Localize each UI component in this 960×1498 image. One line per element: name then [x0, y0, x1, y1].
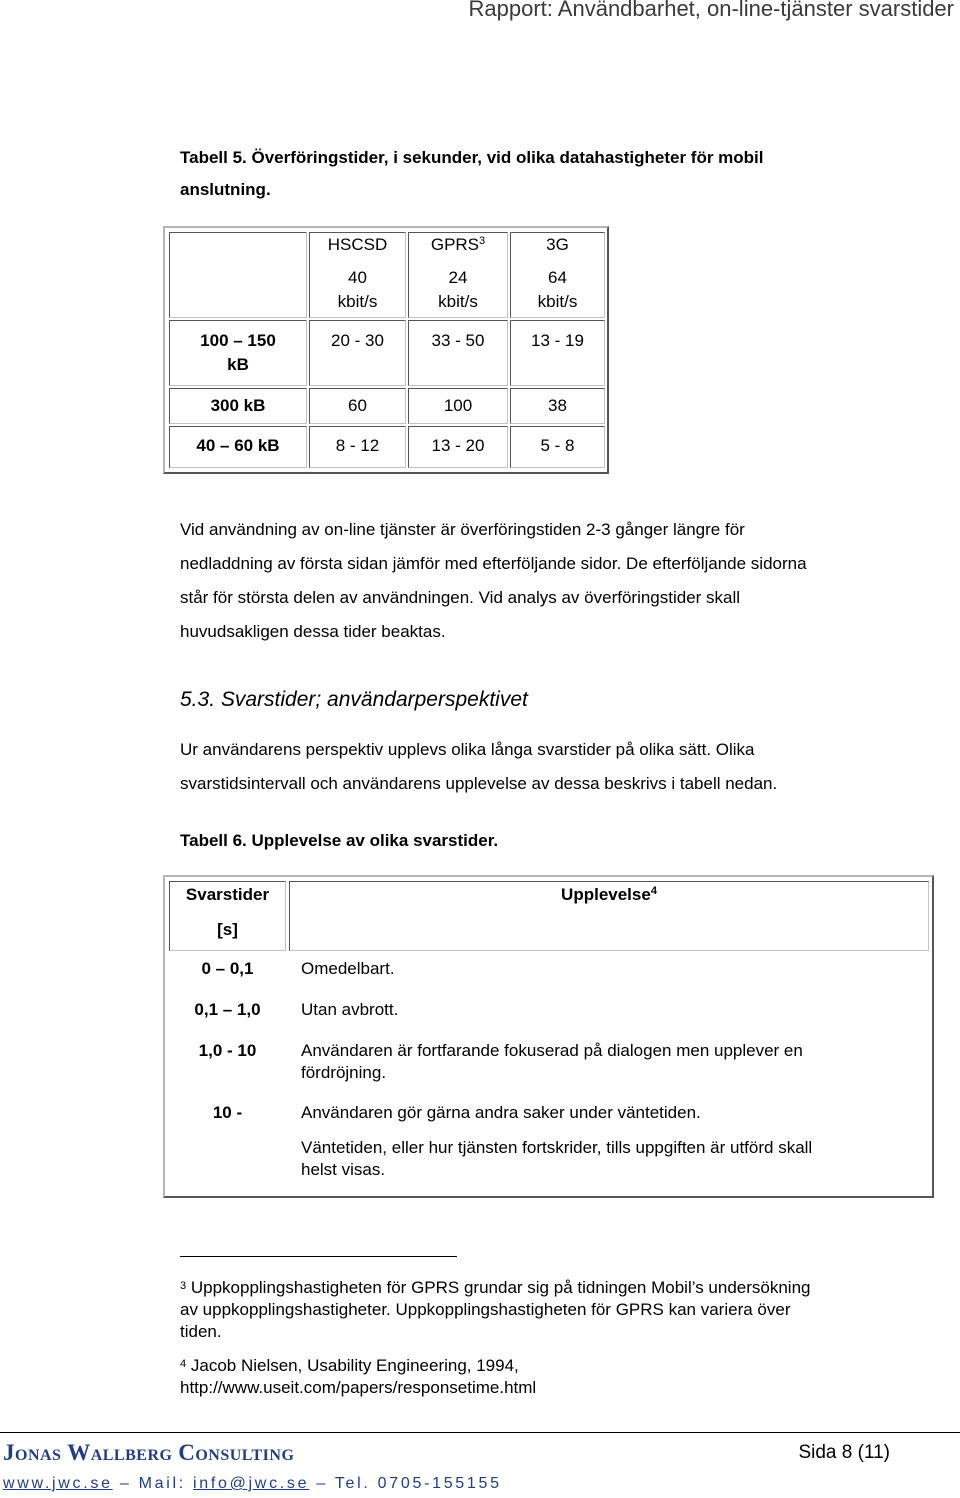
table6-range: 0,1 – 1,0 — [194, 1000, 261, 1019]
paragraph-line: huvudsakligen dessa tider beaktas. — [180, 622, 446, 641]
footnote-link[interactable]: http://www.useit.com/papers/responsetime.html — [180, 1378, 537, 1397]
text-line: Väntetiden, eller hur tjänsten fortskrider, tills uppgiften är utförd skall — [301, 1138, 813, 1157]
table6-range: 10 - — [212, 1103, 243, 1122]
table5-cell: 8 - 12 — [309, 426, 406, 468]
table5-header-gprs — [408, 232, 508, 318]
table5-cell: 5 - 8 — [510, 426, 605, 468]
footnote-number: 4 — [180, 1358, 187, 1370]
header-line2: [s] — [217, 920, 238, 939]
mail-label: Mail: — [138, 1475, 194, 1492]
footnote-ref: 3 — [479, 235, 486, 247]
table5-header-3g — [510, 232, 605, 318]
column-rate-unit: kbit/s — [537, 292, 578, 311]
table5-caption-line2: anslutning. — [180, 180, 271, 199]
table5-row-label — [169, 320, 307, 386]
table5-caption-line1: Tabell 5. Överföringstider, i sekunder, vid olika datahastigheter för mobil — [180, 148, 764, 167]
table5-cell: 100 — [408, 388, 508, 424]
text-line: helst visas. — [301, 1160, 386, 1179]
footer-rule — [0, 1432, 960, 1433]
table5-row-label: 300 kB — [169, 388, 307, 424]
table6-header-upplevelse — [289, 881, 929, 951]
text-line: Användaren är fortfarande fokuserad på dialogen men upplever en — [301, 1041, 803, 1060]
table5-cell: 33 - 50 — [408, 320, 508, 386]
table5-cell: 60 — [309, 388, 406, 424]
table6-range: 1,0 - 10 — [198, 1041, 257, 1060]
column-rate-value: 40 — [348, 268, 367, 287]
table6-range: 0 – 0,1 — [201, 959, 254, 978]
company-initial: C — [178, 1440, 196, 1465]
table6-caption: Tabell 6. Upplevelse av olika svarstider. — [180, 831, 499, 850]
footer-contact — [3, 1475, 502, 1493]
paragraph-line: Vid användning av on-line tjänster är överföringstiden 2-3 gånger längre för — [180, 520, 745, 539]
table5-corner-cell — [169, 232, 307, 318]
column-rate-value: 24 — [448, 268, 468, 287]
table6-text: Omedelbart. — [301, 959, 395, 978]
table6-header-svarstider — [169, 881, 286, 951]
paragraph-line: svarstidsintervall och användarens upplevelse av dessa beskrivs i tabell nedan. — [180, 774, 778, 793]
separator: – — [309, 1475, 335, 1492]
table6-text: Användaren gör gärna andra saker under väntetiden. — [301, 1103, 701, 1122]
page-header-title: Rapport: Användbarhet, on-line-tjänster svarstider — [468, 0, 954, 21]
table5-cell: 13 - 19 — [510, 320, 605, 386]
company-smallcaps: ALLBERG — [90, 1447, 173, 1464]
company-smallcaps: ONAS — [15, 1447, 62, 1464]
company-initial: W — [67, 1440, 91, 1465]
company-initial: J — [3, 1440, 15, 1465]
table5-cell: 20 - 30 — [309, 320, 406, 386]
company-smallcaps: ONSULTING — [195, 1447, 295, 1464]
table5-caption — [180, 142, 764, 206]
phone-number: Tel. 0705-155155 — [334, 1475, 502, 1492]
paragraph-line: står för största delen av användningen. Vid analys av överföringstider skall — [180, 588, 741, 607]
table5-header-hscsd — [309, 232, 406, 318]
column-name: GPRS — [430, 235, 480, 254]
paragraph-response-times — [180, 733, 920, 801]
footnote-line: av uppkopplingshastigheter. Uppkopplingshastigheten för GPRS kan variera över — [180, 1300, 791, 1319]
table5-row-label: 40 – 60 kB — [169, 426, 307, 468]
text-line: fördröjning. — [301, 1063, 387, 1082]
column-rate-unit: kbit/s — [438, 292, 478, 311]
footnote-separator — [180, 1256, 457, 1257]
column-name: 3G — [546, 235, 569, 254]
separator: – — [112, 1475, 139, 1492]
company-name — [3, 1440, 294, 1466]
paragraph-line: nedladdning av första sidan jämför med efterföljande sidor. De efterföljande sidorna — [180, 554, 807, 573]
column-name: HSCSD — [327, 235, 388, 254]
footnote-number: 3 — [180, 1280, 187, 1292]
footnote-line: Jacob Nielsen, Usability Engineering, 1994, — [190, 1356, 519, 1375]
table6-text: Utan avbrott. — [301, 1000, 399, 1019]
email-link[interactable]: info@jwc.se — [193, 1475, 310, 1492]
paragraph-line: Ur användarens perspektiv upplevs olika långa svarstider på olika sätt. Olika — [180, 740, 755, 759]
footnote-line: Uppkopplingshastigheten för GPRS grundar sig på tidningen Mobil’s undersökning — [190, 1278, 811, 1297]
footnote-line: tiden. — [180, 1322, 222, 1341]
header-line1: Svarstider — [185, 885, 270, 904]
paragraph-transfer-times — [180, 513, 920, 649]
table6-text — [301, 1137, 921, 1181]
footnote-ref: 4 — [650, 885, 657, 897]
footnote-3 — [180, 1277, 920, 1343]
header-label: Upplevelse — [561, 885, 651, 904]
row-label-line2: kB — [227, 355, 249, 374]
row-label-line1: 100 – 150 — [200, 331, 276, 350]
footnote-4 — [180, 1355, 920, 1399]
column-rate-unit: kbit/s — [337, 292, 378, 311]
page-number: Sida 8 (11) — [798, 1442, 890, 1463]
section-heading: 5.3. Svarstider; användarperspektivet — [180, 688, 528, 711]
website-link[interactable]: www.jwc.se — [3, 1475, 113, 1492]
column-rate-value: 64 — [548, 268, 567, 287]
table6-text — [301, 1040, 921, 1084]
table5-cell: 38 — [510, 388, 605, 424]
table5-cell: 13 - 20 — [408, 426, 508, 468]
